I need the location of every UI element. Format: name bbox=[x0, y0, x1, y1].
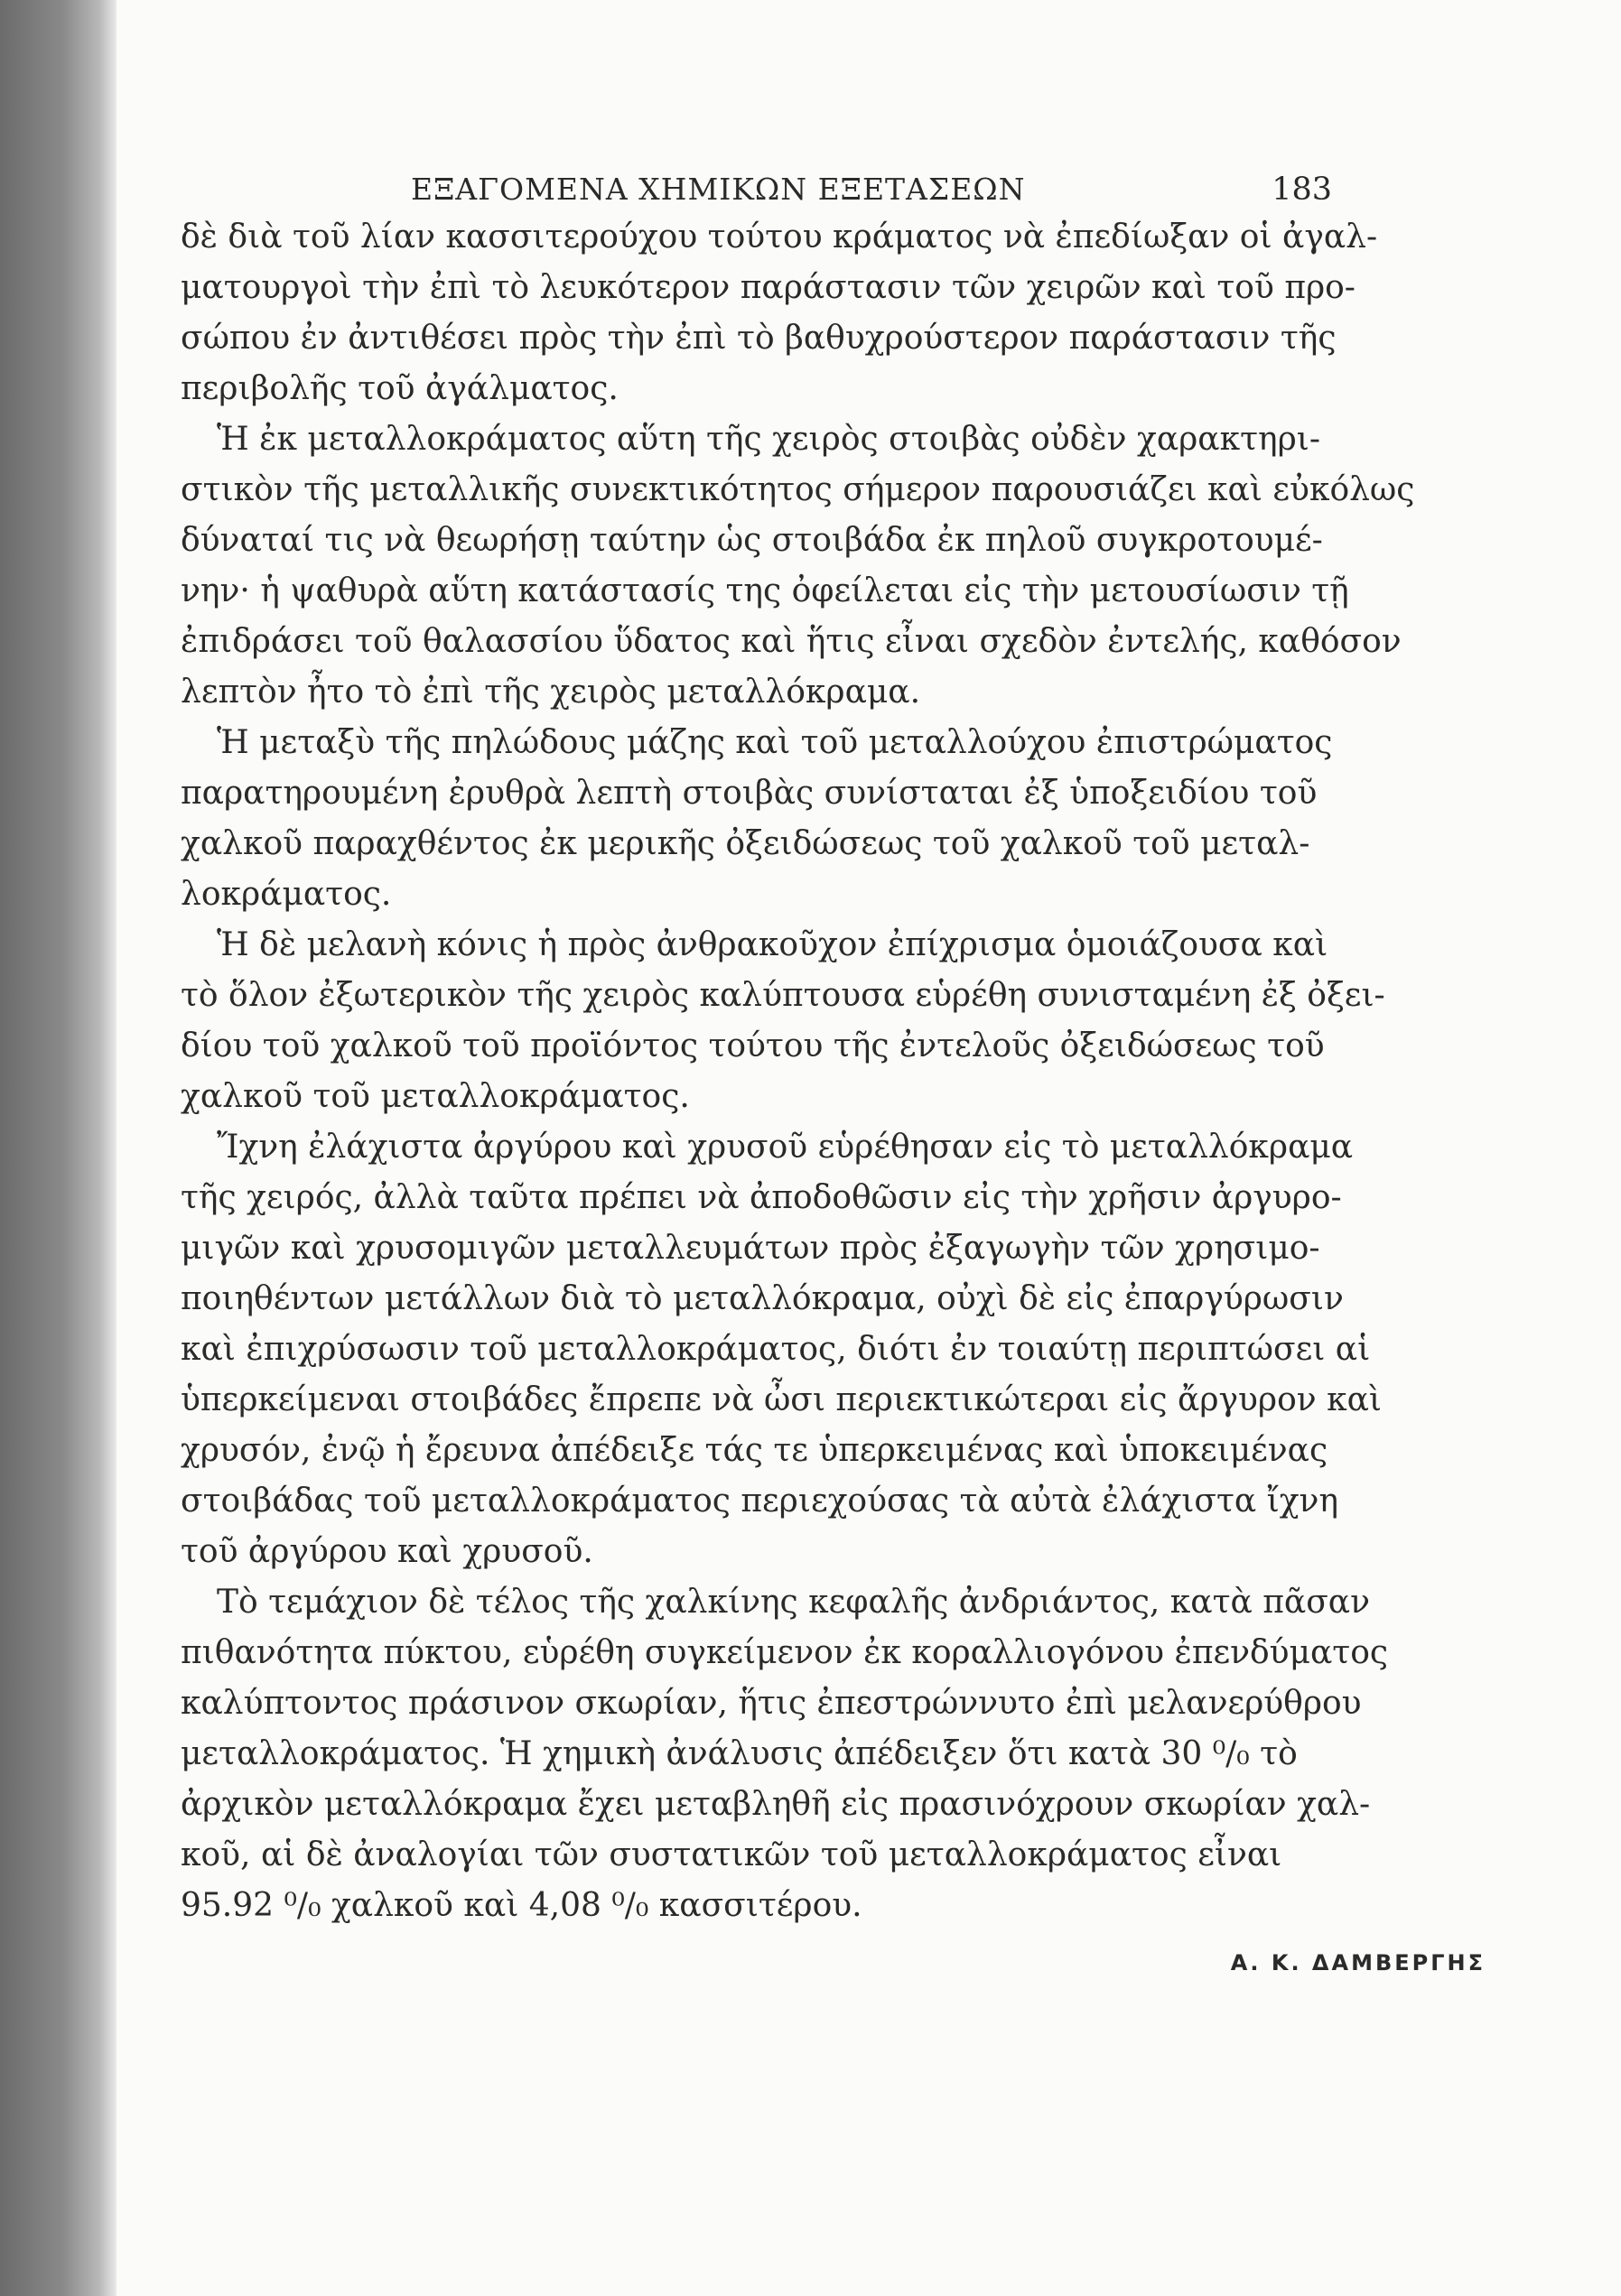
text-line: δίου τοῦ χαλκοῦ τοῦ προϊόντος τούτου τῆς ἐντελοῦς ὀξειδώσεως τοῦ bbox=[181, 1027, 1325, 1064]
text-line: παρατηρουμένη ἐρυθρὰ λεπτὴ στοιβὰς συνίσταται ἐξ ὑποξειδίου τοῦ bbox=[181, 775, 1318, 812]
text-line: στοιβάδας τοῦ μεταλλοκράματος περιεχούσας τὰ αὐτὰ ἐλάχιστα ἴχνη bbox=[181, 1483, 1339, 1520]
text-line: νην· ἡ ψαθυρὰ αὕτη κατάστασίς της ὀφείλεται εἰς τὴν μετουσίωσιν τῇ bbox=[181, 572, 1349, 609]
text-line: χαλκοῦ παραχθέντος ἐκ μερικῆς ὀξειδώσεως τοῦ χαλκοῦ τοῦ μεταλ- bbox=[181, 825, 1310, 862]
text-line: ὑπερκείμεναι στοιβάδες ἔπρεπε νὰ ὦσι περιεκτικώτεραι εἰς ἄργυρον καὶ bbox=[181, 1381, 1382, 1418]
page-header bbox=[411, 172, 1332, 226]
text-line: τοῦ ἀργύρου καὶ χρυσοῦ. bbox=[181, 1533, 593, 1570]
text-line: Ἡ ἐκ μεταλλοκράματος αὕτη τῆς χειρὸς στοιβὰς οὐδὲν χαρακτηρι- bbox=[217, 421, 1321, 458]
text-line: Ἡ δὲ μελανὴ κόνις ἡ πρὸς ἀνθρακοῦχον ἐπίχρισμα ὁμοιάζουσα καὶ bbox=[217, 926, 1328, 963]
text-line: λοκράματος. bbox=[181, 876, 392, 913]
page-number: 183 bbox=[1272, 172, 1332, 208]
text-line: σώπου ἐν ἀντιθέσει πρὸς τὴν ἐπὶ τὸ βαθυχρούστερον παράστασιν τῆς bbox=[181, 320, 1337, 357]
scan-page-edge bbox=[0, 0, 117, 2296]
text-line: τῆς χειρός, ἀλλὰ ταῦτα πρέπει νὰ ἀποδοθῶσιν εἰς τὴν χρῆσιν ἀργυρο- bbox=[181, 1179, 1342, 1216]
text-line: καὶ ἐπιχρύσωσιν τοῦ μεταλλοκράματος, διότι ἐν τοιαύτῃ περιπτώσει αἱ bbox=[181, 1331, 1371, 1368]
text-line: μεταλλοκράματος. Ἡ χημικὴ ἀνάλυσις ἀπέδειξεν ὅτι κατὰ 30 ⁰/₀ τὸ bbox=[181, 1735, 1298, 1772]
text-line: δύναταί τις νὰ θεωρήσῃ ταύτην ὡς στοιβάδα ἐκ πηλοῦ συγκροτουμέ- bbox=[181, 522, 1323, 559]
running-head: ΕΞΑΓΟΜΕΝΑ ΧΗΜΙΚΩΝ ΕΞΕΤΑΣΕΩΝ bbox=[411, 172, 1026, 207]
text-line: ποιηθέντων μετάλλων διὰ τὸ μεταλλόκραμα, οὐχὶ δὲ εἰς ἐπαργύρωσιν bbox=[181, 1280, 1344, 1317]
text-line: πιθανότητα πύκτου, εὑρέθη συγκείμενον ἐκ κοραλλιογόνου ἐπενδύματος bbox=[181, 1634, 1389, 1671]
text-line: Τὸ τεμάχιον δὲ τέλος τῆς χαλκίνης κεφαλῆς ἀνδριάντος, κατὰ πᾶσαν bbox=[217, 1584, 1370, 1621]
text-line: χαλκοῦ τοῦ μεταλλοκράματος. bbox=[181, 1078, 690, 1115]
text-line: τὸ ὅλον ἐξωτερικὸν τῆς χειρὸς καλύπτουσα εὑρέθη συνισταμένη ἐξ ὀξει- bbox=[181, 977, 1385, 1014]
text-line: Ἡ μεταξὺ τῆς πηλώδους μάζης καὶ τοῦ μεταλλούχου ἐπιστρώματος bbox=[217, 724, 1333, 761]
text-line: κοῦ, αἱ δὲ ἀναλογίαι τῶν συστατικῶν τοῦ μεταλλοκράματος εἶναι bbox=[181, 1836, 1282, 1873]
text-line: ματουργοὶ τὴν ἐπὶ τὸ λευκότερον παράστασιν τῶν χειρῶν καὶ τοῦ προ- bbox=[181, 269, 1355, 306]
text-line: μιγῶν καὶ χρυσομιγῶν μεταλλευμάτων πρὸς ἐξαγωγὴν τῶν χρησιμο- bbox=[181, 1230, 1320, 1267]
text-line: περιβολῆς τοῦ ἀγάλματος. bbox=[181, 370, 619, 407]
text-line: στικὸν τῆς μεταλλικῆς συνεκτικότητος σήμερον παρουσιάζει καὶ εὐκόλως bbox=[181, 471, 1415, 508]
text-line: δὲ διὰ τοῦ λίαν κασσιτερούχου τούτου κράματος νὰ ἐπεδίωξαν οἱ ἀγαλ- bbox=[181, 218, 1378, 256]
author-signature: Α. Κ. ΔΑΜΒΕΡΓΗΣ bbox=[1230, 1950, 1486, 1975]
text-line: 95.92 ⁰/₀ χαλκοῦ καὶ 4,08 ⁰/₀ κασσιτέρου. bbox=[181, 1887, 862, 1924]
text-line: λεπτὸν ἦτο τὸ ἐπὶ τῆς χειρὸς μεταλλόκραμα. bbox=[181, 674, 921, 711]
text-line: καλύπτοντος πράσινον σκωρίαν, ἥτις ἐπεστρώννυτο ἐπὶ μελανερύθρου bbox=[181, 1685, 1362, 1722]
text-line: ἀρχικὸν μεταλλόκραμα ἔχει μεταβληθῆ εἰς πρασινόχρουν σκωρίαν χαλ- bbox=[181, 1786, 1371, 1823]
text-line: ἐπιδράσει τοῦ θαλασσίου ὕδατος καὶ ἥτις εἶναι σχεδὸν ἐντελής, καθόσον bbox=[181, 623, 1402, 660]
text-line: Ἴχνη ἐλάχιστα ἀργύρου καὶ χρυσοῦ εὑρέθησαν εἰς τὸ μεταλλόκραμα bbox=[217, 1129, 1354, 1166]
text-line: χρυσόν, ἐνῷ ἡ ἔρευνα ἀπέδειξε τάς τε ὑπερκειμένας καὶ ὑποκειμένας bbox=[181, 1432, 1328, 1469]
